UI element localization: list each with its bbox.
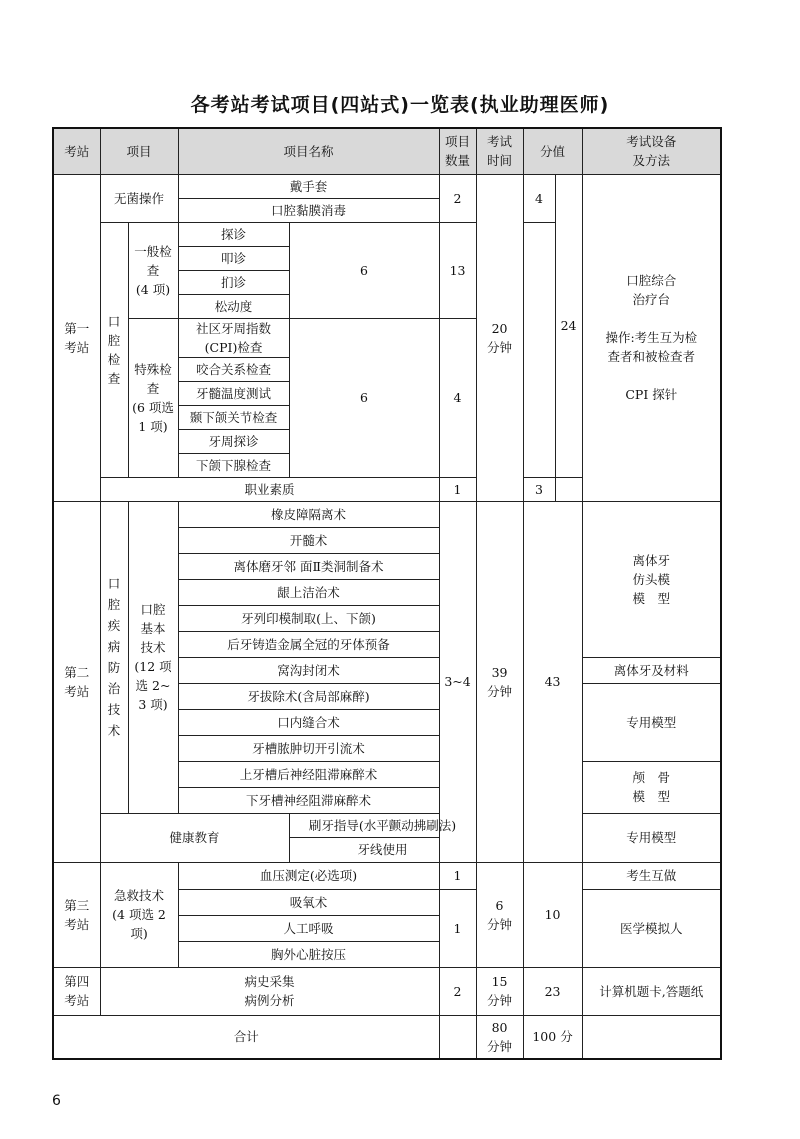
total-equip xyxy=(582,1015,721,1059)
general-item: 扪诊 xyxy=(178,270,289,294)
technique-item: 后牙铸造金属全冠的牙体预备 xyxy=(178,631,439,657)
first-aid-item: 吸氧术 xyxy=(178,889,439,915)
aseptic-item: 口腔黏膜消毒 xyxy=(178,198,439,222)
oral-exam-project: 口腔检查 xyxy=(100,222,128,477)
special-item: 牙周探诊 xyxy=(178,429,289,453)
general-item: 探诊 xyxy=(178,222,289,246)
header-score: 分值 xyxy=(523,128,582,174)
station-4-equip: 计算机题卡,答题纸 xyxy=(582,967,721,1015)
first-aid-item: 胸外心脏按压 xyxy=(178,941,439,967)
table-row xyxy=(53,174,721,198)
quality-item: 职业素质 xyxy=(100,477,439,501)
special-item: 咬合关系检查 xyxy=(178,357,289,381)
table-row xyxy=(53,813,721,838)
station-4-label: 第四 考站 xyxy=(53,967,100,1015)
quality-count: 1 xyxy=(439,477,476,501)
station-3-time: 6 分钟 xyxy=(476,862,523,967)
general-item: 叩诊 xyxy=(178,246,289,270)
technique-item: 下牙槽神经阻滞麻醉术 xyxy=(178,787,439,813)
health-education: 健康教育 xyxy=(100,813,289,862)
station-1-total-score: 24 xyxy=(555,174,582,477)
station-3-equip-2: 医学模拟人 xyxy=(582,889,721,967)
aseptic-count: 2 xyxy=(439,174,476,222)
technique-item: 口内缝合术 xyxy=(178,709,439,735)
aseptic-item: 戴手套 xyxy=(178,174,439,198)
technique-item: 开髓术 xyxy=(178,527,439,553)
page-title: 各考站考试项目(四站式)一览表(执业助理医师) xyxy=(190,94,610,116)
table-row xyxy=(53,967,721,1015)
station-2-score: 43 xyxy=(523,501,582,862)
basic-tech-group: 口腔 基本 技术 (12 项 选 2~ 3 项) xyxy=(128,501,178,813)
technique-item: 橡皮障隔离术 xyxy=(178,501,439,527)
special-score: 4 xyxy=(439,318,476,477)
special-count: 6 xyxy=(289,318,439,477)
general-count: 6 xyxy=(289,222,439,318)
table-row xyxy=(53,501,721,527)
special-item: 颞下颌关节检查 xyxy=(178,405,289,429)
total-label: 合计 xyxy=(53,1015,439,1059)
header-equip: 考试设备 及方法 xyxy=(582,128,721,174)
general-exam: 一般检查 (4 项) xyxy=(128,222,178,318)
exam-table xyxy=(52,127,722,1060)
station-4-time: 15 分钟 xyxy=(476,967,523,1015)
disease-group: 口 腔 疾 病 防 治 技 术 xyxy=(100,501,128,813)
first-aid-count-1: 1 xyxy=(439,862,476,889)
header-name: 项目名称 xyxy=(178,128,439,174)
special-item: 牙髓温度测试 xyxy=(178,381,289,405)
station-4-items: 病史采集 病例分析 xyxy=(100,967,439,1015)
station-2-equip: 离体牙及材料 xyxy=(582,657,721,683)
total-time: 80 分钟 xyxy=(476,1015,523,1059)
page-number: 6 xyxy=(52,1093,61,1109)
health-item: 刷牙指导(水平颤动拂刷法) xyxy=(289,813,476,838)
station-2-time: 39 分钟 xyxy=(476,501,523,862)
first-aid-item: 人工呼吸 xyxy=(178,915,439,941)
station-3-equip-1: 考生互做 xyxy=(582,862,721,889)
total-count xyxy=(439,1015,476,1059)
station-4-count: 2 xyxy=(439,967,476,1015)
header-time: 考试 时间 xyxy=(476,128,523,174)
aseptic-score: 4 xyxy=(523,174,555,222)
special-item: 下颌下腺检查 xyxy=(178,453,289,477)
station-1-time: 20 分钟 xyxy=(476,174,523,501)
station-2-equip: 专用模型 xyxy=(582,683,721,761)
first-aid-count-2: 1 xyxy=(439,889,476,967)
health-item: 牙线使用 xyxy=(289,838,476,863)
technique-item: 离体磨牙邻 面Ⅱ类洞制备术 xyxy=(178,553,439,579)
station-1-equip: 口腔综合 治疗台 操作:考生互为检 查者和被检查者 CPI 探针 xyxy=(582,174,721,501)
station-2-equip: 离体牙 仿头模 模 型 xyxy=(582,501,721,657)
station-4-score: 23 xyxy=(523,967,582,1015)
station-2-equip: 专用模型 xyxy=(582,813,721,862)
general-score: 13 xyxy=(439,222,476,318)
first-aid-project: 急救技术 (4 项选 2 项) xyxy=(100,862,178,967)
technique-item: 牙槽脓肿切开引流术 xyxy=(178,735,439,761)
special-item: 社区牙周指数(CPI)检查 xyxy=(178,318,289,357)
general-item: 松动度 xyxy=(178,294,289,318)
station-2-label: 第二 考站 xyxy=(53,501,100,862)
station-1-label: 第一 考站 xyxy=(53,174,100,501)
technique-item: 牙列印模制取(上、下颌) xyxy=(178,605,439,631)
header-station: 考站 xyxy=(53,128,100,174)
special-exam: 特殊检查 (6 项选 1 项) xyxy=(128,318,178,477)
station-3-label: 第三 考站 xyxy=(53,862,100,967)
technique-item: 上牙槽后神经阻滞麻醉术 xyxy=(178,761,439,787)
total-score: 100 分 xyxy=(523,1015,582,1059)
table-row xyxy=(53,862,721,889)
quality-score: 3 xyxy=(523,477,555,501)
header-project: 项目 xyxy=(100,128,178,174)
technique-item: 牙拔除术(含局部麻醉) xyxy=(178,683,439,709)
first-aid-item: 血压测定(必选项) xyxy=(178,862,439,889)
station-3-score: 10 xyxy=(523,862,582,967)
technique-item: 窝沟封闭术 xyxy=(178,657,439,683)
station-2-equip: 颅 骨 模 型 xyxy=(582,761,721,813)
station-2-count: 3~4 xyxy=(439,501,476,862)
aseptic-project: 无菌操作 xyxy=(100,174,178,222)
table-row xyxy=(53,1015,721,1059)
technique-item: 龈上洁治术 xyxy=(178,579,439,605)
header-count: 项目 数量 xyxy=(439,128,476,174)
